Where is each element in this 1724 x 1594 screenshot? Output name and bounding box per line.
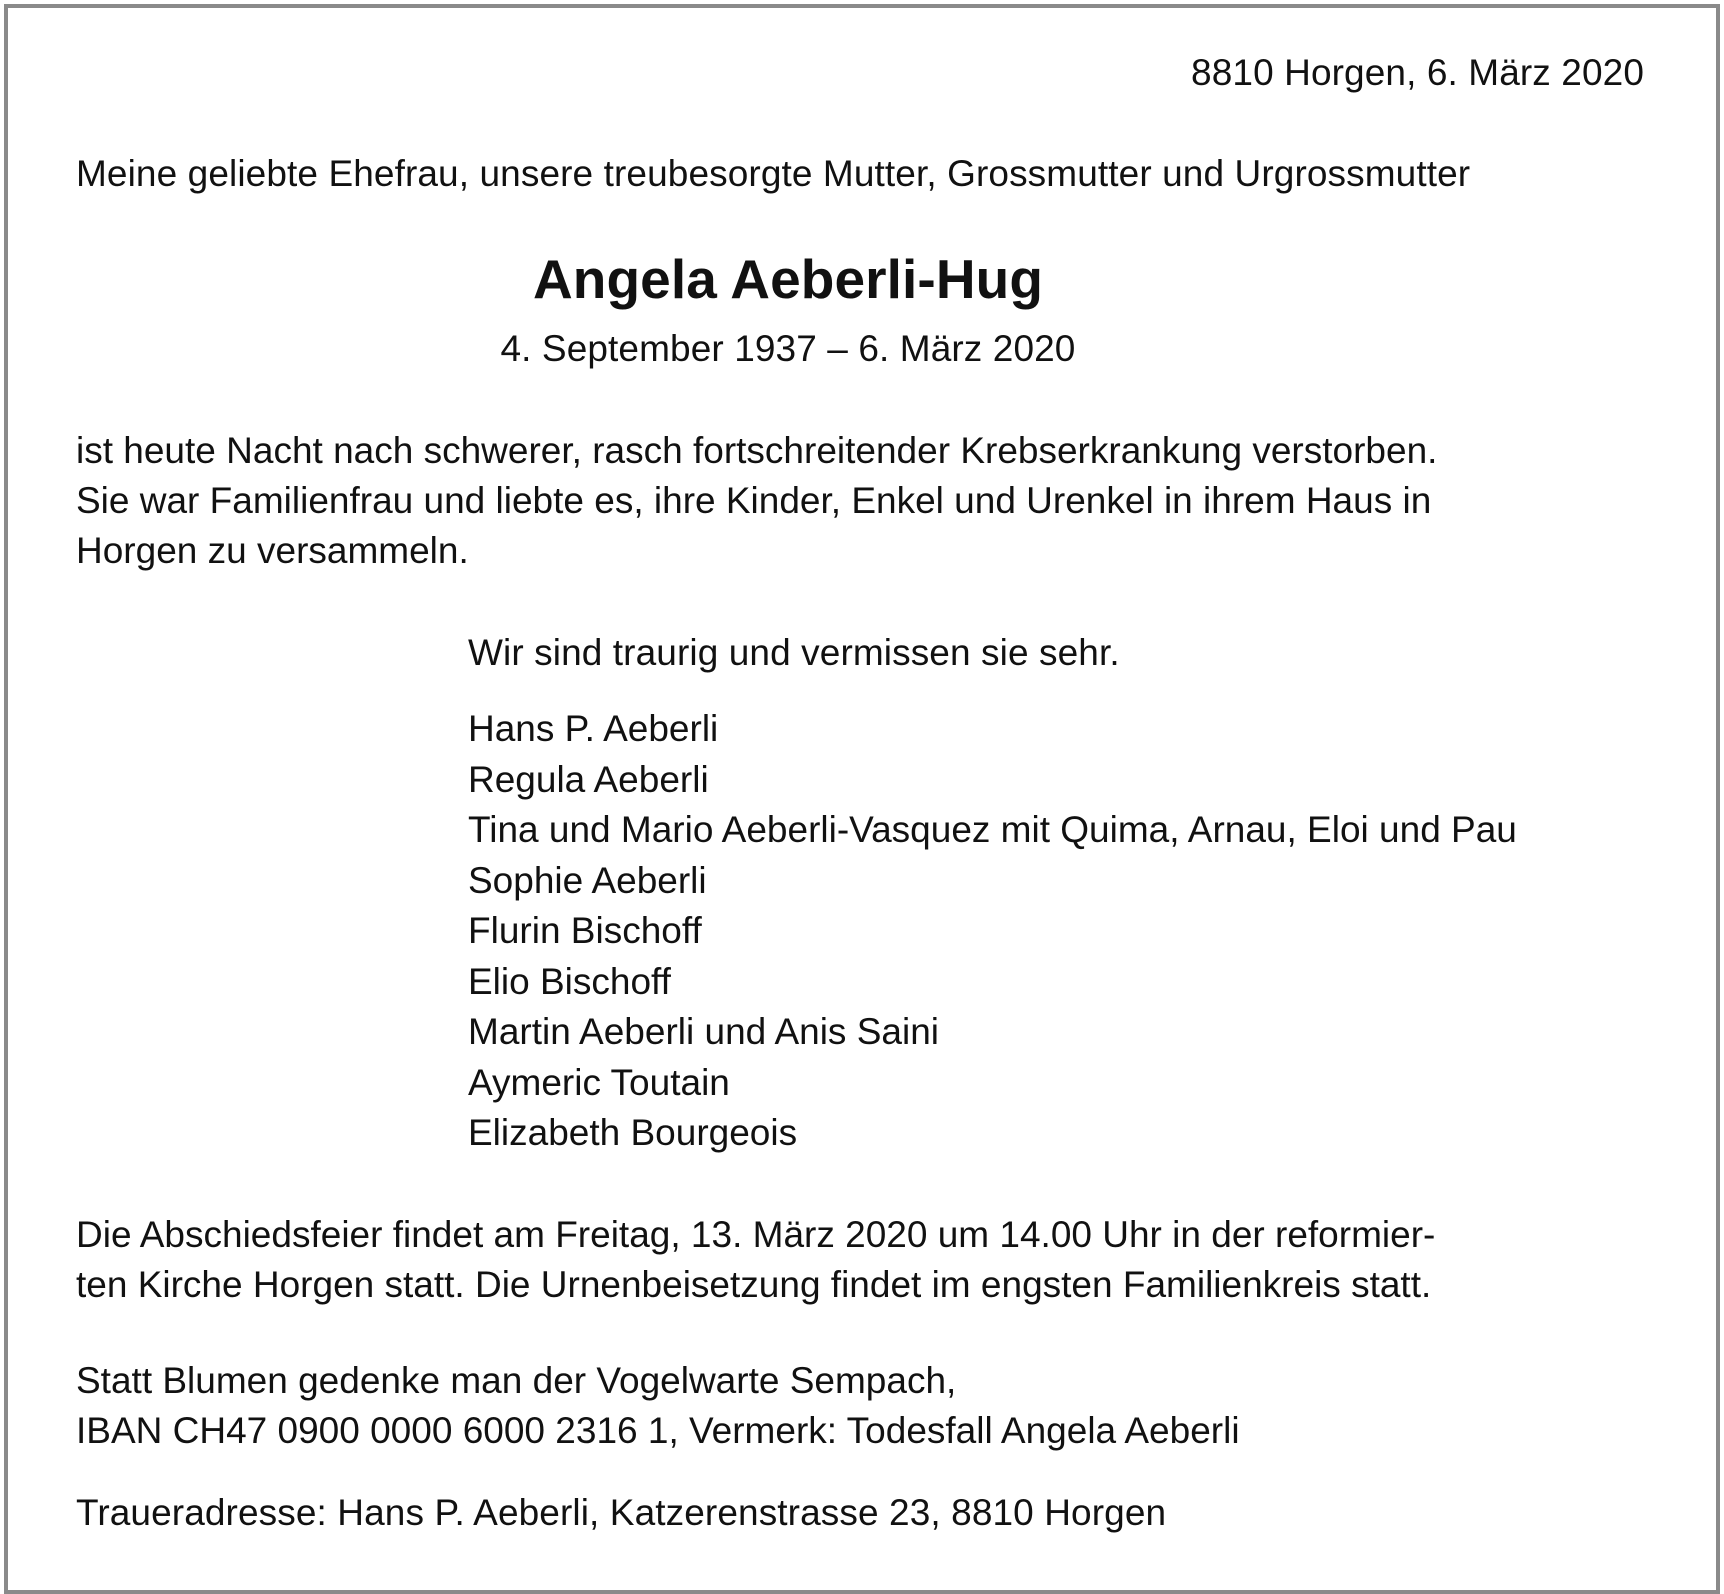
mourner-name: Martin Aeberli und Anis Saini: [468, 1011, 939, 1052]
mourner-name: Hans P. Aeberli: [468, 708, 719, 749]
mourner-name: Aymeric Toutain: [468, 1061, 730, 1103]
mourner-name: Tina und Mario Aeberli-Vasquez mit Quima, Arnau, Eloi und Pau: [468, 809, 1517, 850]
donation-paragraph: [76, 1356, 1240, 1456]
sad-line: Wir sind traurig und vermissen sie sehr.: [468, 632, 1120, 673]
ceremony-line: ten Kirche Horgen statt. Die Urnenbeisetzung findet im engsten Familienkreis statt.: [76, 1264, 1432, 1305]
life-dates: 4. September 1937 – 6. März 2020: [500, 328, 1076, 369]
body-line: ist heute Nacht nach schwerer, rasch fortschreitender Krebserkrankung verstorben.: [76, 430, 1438, 471]
mourners-list: [468, 704, 1517, 1159]
donation-line: Statt Blumen gedenke man der Vogelwarte Sempach,: [76, 1360, 957, 1401]
ceremony-line: Die Abschiedsfeier findet am Freitag, 13. März 2020 um 14.00 Uhr in der reformier-: [76, 1214, 1436, 1255]
mourning-address: Traueradresse: Hans P. Aeberli, Katzerenstrasse 23, 8810 Horgen: [76, 1492, 1167, 1533]
ceremony-paragraph: [76, 1210, 1435, 1310]
body-line: Sie war Familienfrau und liebte es, ihre Kinder, Enkel und Urenkel in ihrem Haus in: [76, 480, 1432, 521]
mourner-name: Flurin Bischoff: [468, 910, 702, 951]
mourner-name: Regula Aeberli: [468, 758, 709, 800]
body-paragraph: [76, 426, 1437, 576]
body-line: Horgen zu versammeln.: [76, 530, 469, 571]
place-date: 8810 Horgen, 6. März 2020: [1191, 52, 1644, 93]
obituary-notice: [4, 4, 1720, 1594]
mourner-name: Elio Bischoff: [468, 960, 671, 1002]
deceased-name: Angela Aeberli-Hug: [532, 248, 1044, 310]
mourner-name: Elizabeth Bourgeois: [468, 1112, 798, 1153]
donation-line: IBAN CH47 0900 0000 6000 2316 1, Vermerk: Todesfall Angela Aeberli: [76, 1410, 1240, 1451]
intro-line: Meine geliebte Ehefrau, unsere treubesorgte Mutter, Grossmutter und Urgrossmutter: [76, 153, 1471, 194]
mourner-name: Sophie Aeberli: [468, 859, 707, 901]
